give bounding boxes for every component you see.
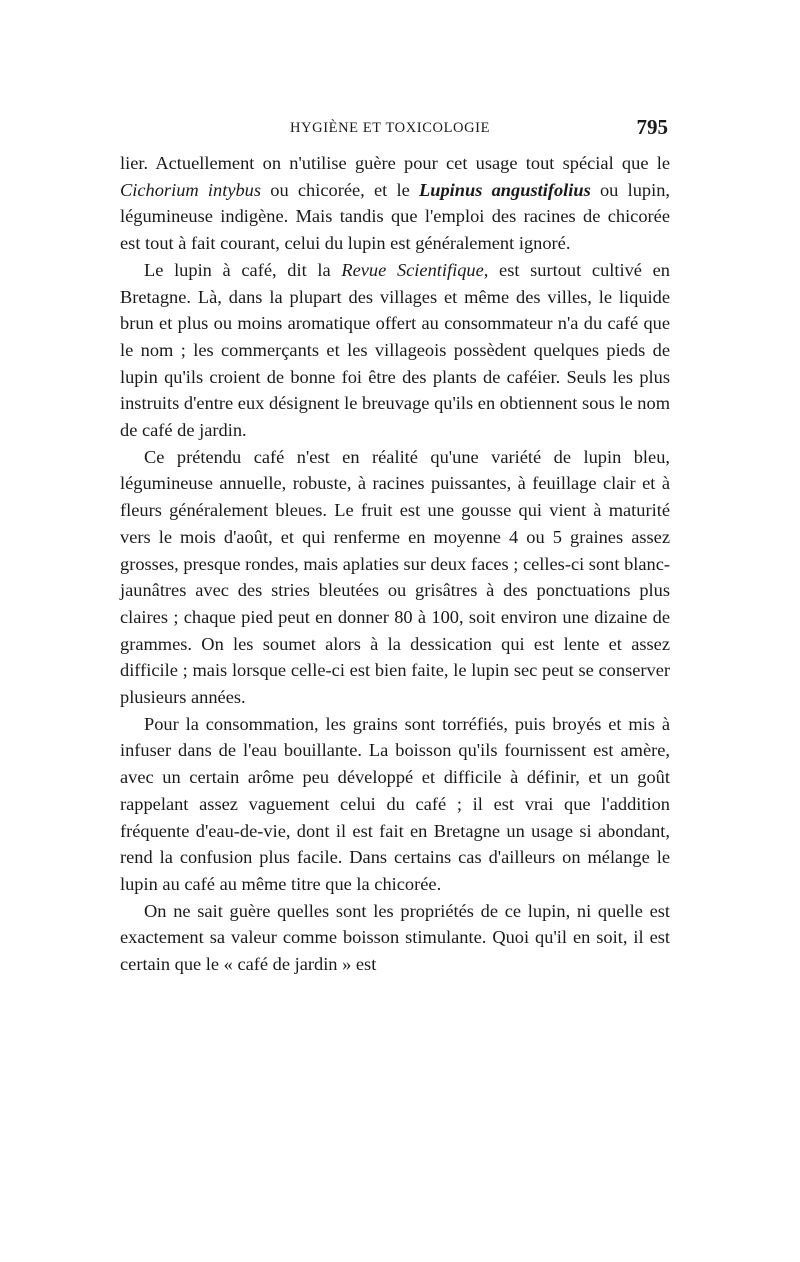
- text-run: On ne sait guère quelles sont les propriétés de ce lupin, ni quelle est exactement sa valeur comme boisson stimulante. Quoi qu'il en soit, il est certain que le « café de jardin » est: [120, 900, 670, 975]
- paragraph: [120, 257, 670, 444]
- text-run: Le lupin à café, dit la: [144, 259, 342, 280]
- paragraph: [120, 444, 670, 711]
- text-run: ou lupin, légumineuse indigène. Mais tandis que l'emploi des racines de chicorée est tout à fait courant, celui du lupin est généralement ignoré.: [120, 179, 670, 254]
- running-title: HYGIÈNE ET TOXICOLOGIE: [290, 120, 491, 136]
- paragraph: [120, 711, 670, 898]
- emphasized-text: Revue Scientifique: [341, 259, 484, 280]
- text-run: Ce prétendu café n'est en réalité qu'une variété de lupin bleu, légumineuse annuelle, robuste, à racines puissantes, à feuillage clair et à fleurs généralement bleues. Le fruit est une gousse qui vient à maturité vers le mois d'août, et qui renferme en moyenne 4 ou 5 graines assez grosses, presque rondes, mais aplaties sur deux faces ; celles-ci sont blanc-jaunâtres avec des stries bleutées ou grisâtres à des ponctuations plus claires ; chaque pied peut en donner 80 à 100, soit environ une dizaine de grammes. On les soumet alors à la dessication qui est lente et assez difficile ; mais lorsque celle-ci est bien faite, le lupin sec peut se conserver plusieurs années.: [120, 446, 671, 708]
- paragraph: [120, 898, 670, 978]
- page-number: 795: [636, 115, 668, 139]
- text-run: lier. Actuellement on n'utilise guère pour cet usage tout spécial que le: [120, 153, 670, 173]
- body-text: [120, 150, 670, 978]
- text-run: Pour la consommation, les grains sont torréfiés, puis broyés et mis à infuser dans de l'eau bouillante. La boisson qu'ils fournissent est amère, avec un certain arôme peu développé et difficile à définir, et un goût rappelant assez vaguement celui du café ; il est vrai que l'addition fréquente d'eau-de-vie, dont il est fait en Bretagne un usage si abondant, rend la confusion plus facile. Dans certains cas d'ailleurs on mélange le lupin au café au même titre que la chicorée.: [120, 713, 670, 894]
- text-run: , est surtout cultivé en Bretagne. Là, dans la plupart des villages et même des villes, le liquide brun et plus ou moins aromatique offert au consommateur n'a du café que le nom ; les commerçants et les villageois possèdent quelques pieds de lupin qu'ils croient de bonne foi être des plants de caféier. Seuls les plus instruits d'entre eux désignent le breuvage qu'ils en obtiennent sous le nom de café de jardin.: [120, 259, 670, 441]
- emphasized-text: Lupinus angustifolius: [418, 179, 591, 200]
- paragraph: [120, 150, 670, 257]
- text-run: ou chicorée, et le: [261, 179, 419, 200]
- running-head: [120, 116, 668, 140]
- emphasized-text: Cichorium intybus: [120, 179, 262, 200]
